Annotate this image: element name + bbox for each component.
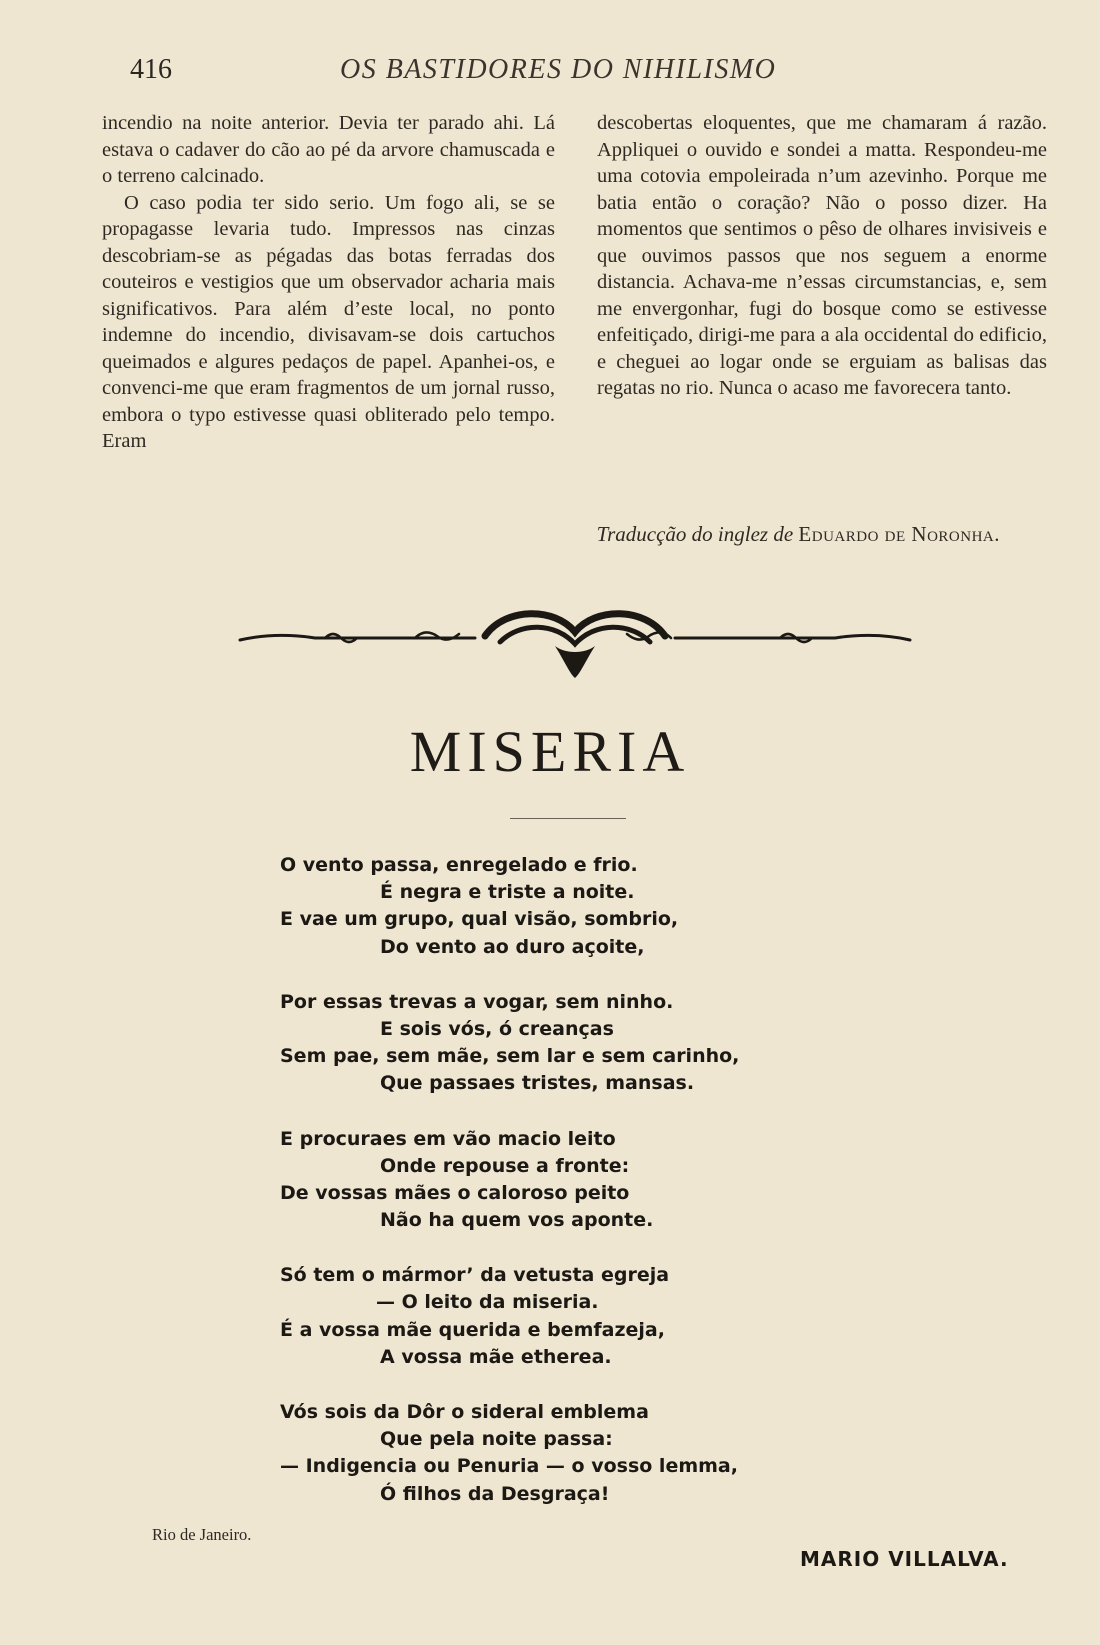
translation-prefix: Traducção do inglez de	[596, 522, 794, 546]
place-of-writing: Rio de Janeiro.	[152, 1525, 252, 1544]
verse-line: Vós sois da Dôr o sideral emblema	[280, 1401, 649, 1423]
paragraph: descobertas eloquentes, que me chamaram á razão. Appliquei o ouvido e sondei a matta. Respondeu-me uma cotovia empoleirada n’um azevinho. Porque me batia então o coração? Não o posso dizer. Ha momentos que sentimos o pêso de olhares invisiveis e que ouvimos passos que nos seguem a enorme distancia. Achava-me n’essas circumstancias, e, sem me envergonhar, fugi do bosque como se estivesse enfeitiçado, dirigi-me para a ala occidental do edificio, e cheguei ao logar onde se erguiam as balisas das regatas no rio. Nunca o acaso me favorecera tanto.	[597, 112, 1047, 399]
translator-name: Eduardo de Noronha.	[798, 522, 1000, 546]
verse-line: Só tem o mármor’ da vetusta egreja	[280, 1264, 670, 1287]
stanza	[280, 989, 920, 1098]
verse-line: Do vento ao duro açoite,	[380, 935, 645, 958]
verse-line: O vento passa, enregelado e frio.	[280, 854, 638, 876]
verse-line: A vossa mãe etherea.	[380, 1345, 612, 1368]
translation-credit	[440, 522, 1000, 547]
poem-title: MISERIA	[409, 719, 691, 784]
verse-line: É negra e triste a noite.	[380, 881, 635, 904]
verse-line: — O leito da miseria.	[376, 1291, 599, 1314]
paragraph: incendio na noite anterior. Devia ter parado ahi. Lá estava o cadaver do cão ao pé da arvore chamuscada e o terreno calcinado.	[102, 112, 555, 187]
verse-line: De vossas mães o caloroso peito	[280, 1181, 630, 1204]
page-number: 416	[130, 54, 172, 85]
verse-line: E sois vós, ó creanças	[380, 1017, 614, 1040]
poem	[280, 852, 920, 1536]
right-column	[597, 110, 1047, 402]
paragraph: O caso podia ter sido serio. Um fogo ali, se se propagasse levaria tudo. Impressos nas cinzas descobriam-se as pégadas das botas ferradas dos couteiros e vestigios que um observador acharia mais significativos. Para além d’este local, no ponto indemne do incendio, divisavam-se dois cartuchos queimados e algures pedaços de papel. Apanhei-os, e convenci-me que eram fragmentos de um jornal russo, embora o typo estivesse quasi obliterado pelo tempo. Eram	[102, 191, 555, 452]
decorative-ornament-divider	[235, 602, 915, 682]
stanza	[280, 1126, 920, 1235]
left-column	[102, 110, 555, 455]
verse-line: Onde repouse a fronte:	[380, 1154, 630, 1177]
verse-line: Ó filhos da Desgraça!	[380, 1482, 610, 1505]
verse-line: Por essas trevas a vogar, sem ninho.	[280, 990, 674, 1013]
verse-line: — Indigencia ou Penuria — o vosso lemma,	[280, 1455, 738, 1478]
verse-line: Não ha quem vos aponte.	[380, 1209, 654, 1232]
verse-line: E vae um grupo, qual visão, sombrio,	[280, 908, 679, 931]
stanza	[280, 1262, 920, 1371]
running-head	[105, 52, 1040, 92]
verse-line: Que pela noite passa:	[380, 1428, 613, 1451]
poem-author: MARIO VILLALVA.	[800, 1547, 1009, 1571]
verse-line: Sem pae, sem mãe, sem lar e sem carinho,	[280, 1045, 740, 1068]
running-title: OS BASTIDORES DO NIHILISMO	[340, 54, 777, 85]
stanza	[280, 1399, 920, 1508]
title-rule	[510, 818, 626, 819]
stanza	[280, 852, 920, 961]
verse-line: É a vossa mãe querida e bemfazeja,	[280, 1318, 665, 1341]
verse-line: E procuraes em vão macio leito	[280, 1127, 616, 1150]
verse-line: Que passaes tristes, mansas.	[380, 1072, 695, 1095]
